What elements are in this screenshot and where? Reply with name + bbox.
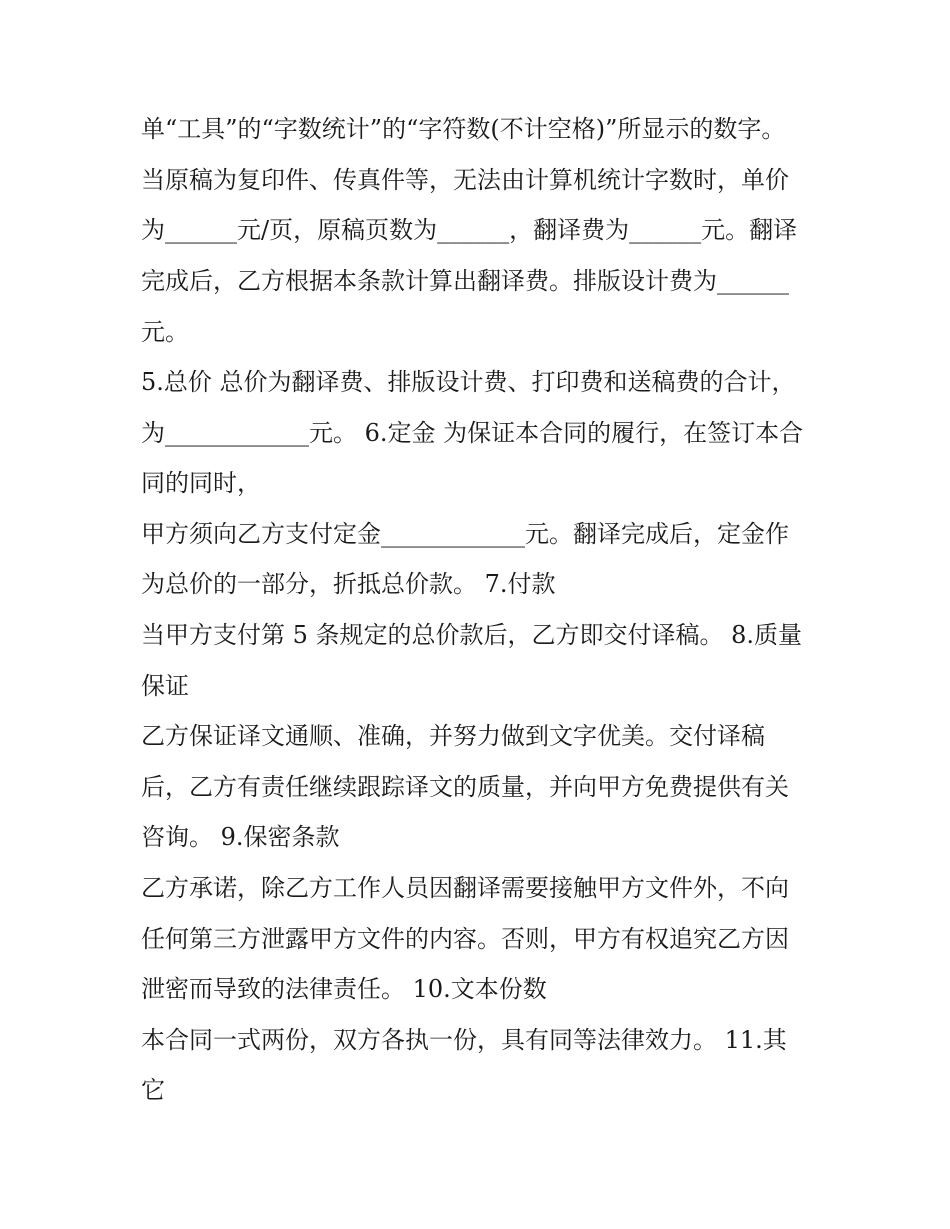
text-line: 它 — [141, 1076, 165, 1104]
text-line: 元。 — [141, 318, 189, 346]
text-line: 当原稿为复印件、传真件等，无法由计算机统计字数时，单价 — [141, 166, 789, 194]
text-line: 为总价的一部分，折抵总价款。 7.付款 — [141, 570, 556, 598]
text-line: 甲方须向乙方支付定金____________元。翻译完成后，定金作 — [141, 520, 789, 548]
text-line: 5.总价 总价为翻译费、排版设计费、打印费和送稿费的合计， — [141, 368, 796, 396]
text-line: 本合同一式两份，双方各执一份，具有同等法律效力。 11.其 — [141, 1026, 787, 1054]
text-line: 完成后，乙方根据本条款计算出翻译费。排版设计费为______ — [141, 267, 789, 295]
text-line: 同的同时， — [141, 469, 261, 497]
text-line: 后，乙方有责任继续跟踪译文的质量，并向甲方免费提供有关 — [141, 773, 789, 801]
text-line: 乙方承诺，除乙方工作人员因翻译需要接触甲方文件外，不向 — [141, 874, 789, 902]
text-line: 为______元/页，原稿页数为______，翻译费为______元。翻译 — [141, 216, 798, 244]
text-line: 单“工具”的“字数统计”的“字符数(不计空格)”所显示的数字。 — [141, 115, 786, 143]
text-line: 当甲方支付第 5 条规定的总价款后，乙方即交付译稿。 8.质量 — [141, 621, 803, 649]
text-line: 咨询。 9.保密条款 — [141, 823, 340, 851]
text-line: 保证 — [141, 672, 189, 700]
text-line: 为____________元。 6.定金 为保证本合同的履行，在签订本合 — [141, 419, 804, 447]
text-line: 泄密而导致的法律责任。 10.文本份数 — [141, 975, 547, 1003]
text-line: 乙方保证译文通顺、准确，并努力做到文字优美。交付译稿 — [141, 722, 765, 750]
text-line: 任何第三方泄露甲方文件的内容。否则，甲方有权追究乙方因 — [141, 925, 789, 953]
